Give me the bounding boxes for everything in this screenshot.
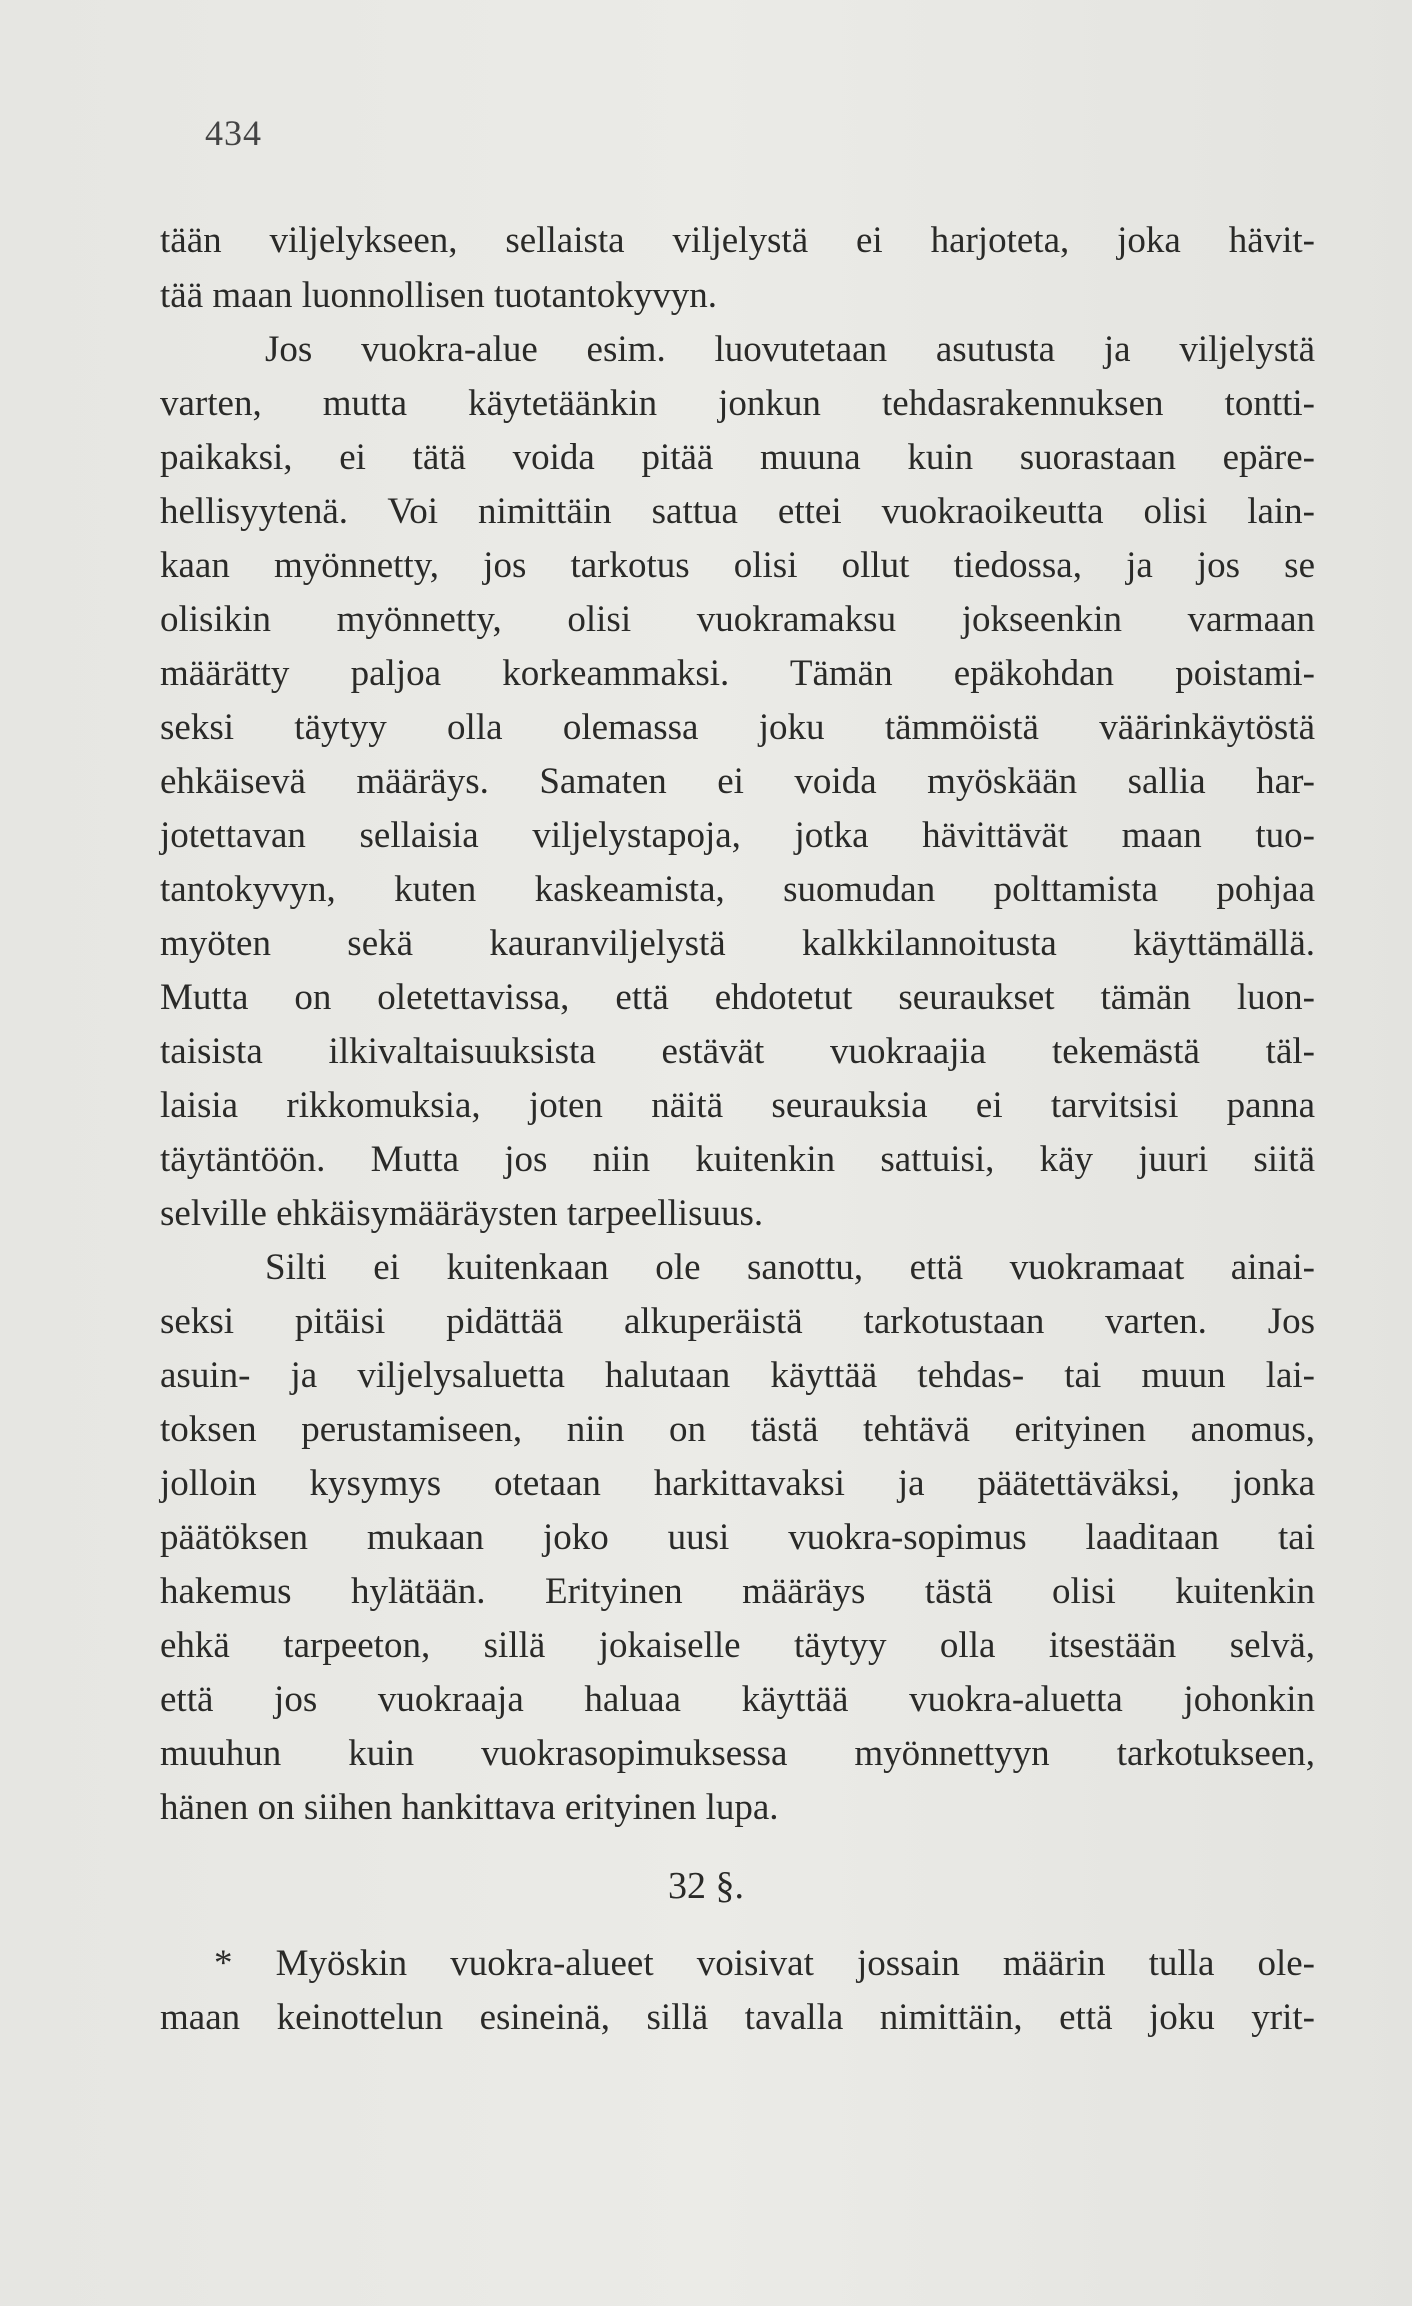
text-line: hakemus hylätään. Erityinen määräys tästä olisi kuitenkin bbox=[160, 1571, 1315, 1612]
text-line: kaan myönnetty, jos tarkotus olisi ollut tiedossa, ja jos se bbox=[160, 545, 1315, 586]
text-line: tää maan luonnollisen tuotantokyvyn. bbox=[160, 275, 717, 316]
text-line: Silti ei kuitenkaan ole sanottu, että vuokramaat ainai- bbox=[265, 1247, 1315, 1288]
text-line: tään viljelykseen, sellaista viljelystä ei harjoteta, joka hävit- bbox=[160, 220, 1315, 261]
text-line: ehkä tarpeeton, sillä jokaiselle täytyy olla itsestään selvä, bbox=[160, 1625, 1315, 1666]
text-line: että jos vuokraaja haluaa käyttää vuokra-aluetta johonkin bbox=[160, 1679, 1315, 1720]
text-line: täytäntöön. Mutta jos niin kuitenkin sattuisi, käy juuri siitä bbox=[160, 1139, 1315, 1180]
text-line: tantokyvyn, kuten kaskeamista, suomudan polttamista pohjaa bbox=[160, 869, 1315, 910]
footnote-line: maan keinottelun esineinä, sillä tavalla nimittäin, että joku yrit- bbox=[160, 1997, 1315, 2038]
footnote-line: * Myöskin vuokra-alueet voisivat jossain määrin tulla ole- bbox=[214, 1943, 1315, 1984]
text-line: määrätty paljoa korkeammaksi. Tämän epäkohdan poistami- bbox=[160, 653, 1315, 694]
text-line: selville ehkäisymääräysten tarpeellisuus. bbox=[160, 1193, 764, 1234]
text-line: olisikin myönnetty, olisi vuokramaksu jokseenkin varmaan bbox=[160, 599, 1315, 640]
text-line: myöten sekä kauranviljelystä kalkkilannoitusta käyttämällä. bbox=[160, 923, 1315, 964]
text-line: Jos vuokra-alue esim. luovutetaan asutusta ja viljelystä bbox=[265, 329, 1315, 370]
text-line: toksen perustamiseen, niin on tästä tehtävä erityinen anomus, bbox=[160, 1409, 1315, 1450]
text-line: seksi täytyy olla olemassa joku tämmöistä väärinkäytöstä bbox=[160, 707, 1315, 748]
text-line: jotettavan sellaisia viljelystapoja, jotka hävittävät maan tuo- bbox=[160, 815, 1315, 856]
text-line: jolloin kysymys otetaan harkittavaksi ja päätettäväksi, jonka bbox=[160, 1463, 1315, 1504]
text-line: asuin- ja viljelysaluetta halutaan käyttää tehdas- tai muun lai- bbox=[160, 1355, 1315, 1396]
text-line: Mutta on oletettavissa, että ehdotetut seuraukset tämän luon- bbox=[160, 977, 1315, 1018]
section-heading: 32 §. bbox=[668, 1865, 744, 1907]
text-line: paikaksi, ei tätä voida pitää muuna kuin suorastaan epäre- bbox=[160, 437, 1315, 478]
text-line: hellisyytenä. Voi nimittäin sattua ettei vuokraoikeutta olisi lain- bbox=[160, 491, 1315, 532]
text-line: ehkäisevä määräys. Samaten ei voida myöskään sallia har- bbox=[160, 761, 1315, 802]
text-line: taisista ilkivaltaisuuksista estävät vuokraajia tekemästä täl- bbox=[160, 1031, 1315, 1072]
page-number: 434 bbox=[205, 113, 262, 153]
text-line: muuhun kuin vuokrasopimuksessa myönnettyyn tarkotukseen, bbox=[160, 1733, 1315, 1774]
text-line: hänen on siihen hankittava erityinen lupa. bbox=[160, 1787, 779, 1828]
text-line: varten, mutta käytetäänkin jonkun tehdasrakennuksen tontti- bbox=[160, 383, 1315, 424]
text-line: seksi pitäisi pidättää alkuperäistä tarkotustaan varten. Jos bbox=[160, 1301, 1315, 1342]
text-line: päätöksen mukaan joko uusi vuokra-sopimus laaditaan tai bbox=[160, 1517, 1315, 1558]
text-line: laisia rikkomuksia, joten näitä seurauksia ei tarvitsisi panna bbox=[160, 1085, 1315, 1126]
